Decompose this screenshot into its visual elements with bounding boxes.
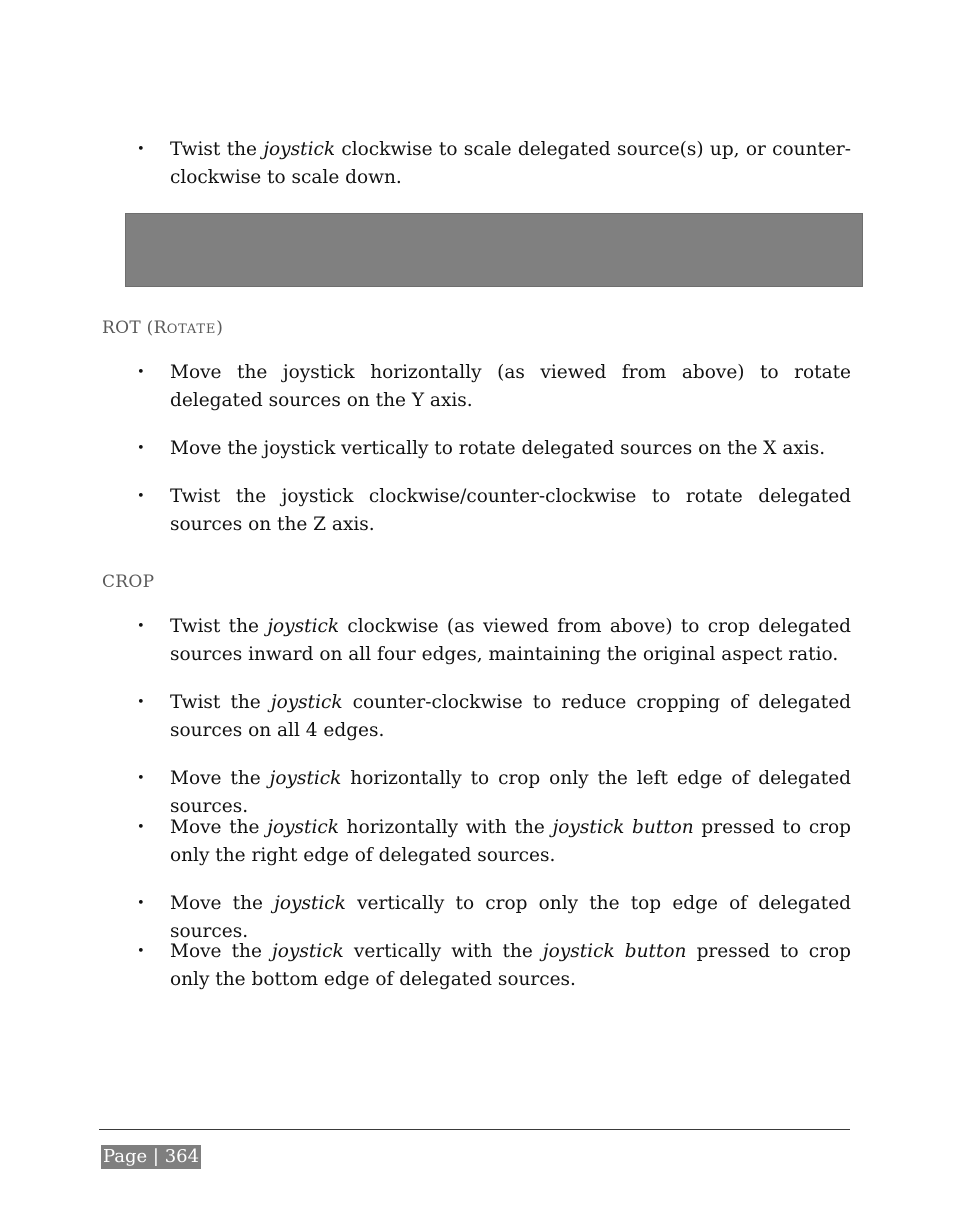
text-segment: horizontally to crop only the left edge of delegated sources. [170, 768, 851, 817]
text-segment: vertically with the [343, 941, 543, 962]
bullet-dot: • [137, 142, 145, 157]
text-segment: counter-clockwise to reduce cropping of delegated sources on all 4 edges. [170, 692, 851, 741]
text-segment: horizontally with the [338, 817, 553, 838]
text-segment: Twist the [170, 139, 264, 160]
text-segment-italic: joystick button [552, 817, 694, 838]
bullet-dot: • [137, 619, 145, 634]
text-segment-italic: joystick [270, 692, 343, 713]
text-segment: Move the [170, 817, 268, 838]
text-segment: Move the [170, 941, 273, 962]
crop-bullet-4 [170, 814, 851, 870]
text-segment-italic: joystick [269, 768, 342, 789]
bullet-dot: • [137, 695, 145, 710]
heading-smallcaps-text: OTATE [166, 322, 217, 337]
text-segment-italic: joystick button [542, 941, 687, 962]
text-segment: Move the [170, 768, 270, 789]
rot-bullet-2 [170, 435, 851, 463]
text-segment: Twist the joystick clockwise/counter-clockwise to rotate delegated sources on the Z axis. [170, 486, 851, 535]
text-segment: pressed to crop only the bottom edge of delegated sources. [170, 941, 851, 990]
intro-bullet-text [170, 136, 851, 192]
bullet-dot: • [137, 365, 145, 380]
bullet-dot: • [137, 944, 145, 959]
text-segment: pressed to crop only the right edge of delegated sources. [170, 817, 851, 866]
bullet-dot: • [137, 771, 145, 786]
section-heading-crop: CROP [102, 572, 155, 592]
text-segment: Twist the [170, 692, 271, 713]
footer-divider [99, 1129, 850, 1130]
text-segment: clockwise (as viewed from above) to crop delegated sources inward on all four edges, maintaining the original aspect ratio. [170, 616, 852, 665]
text-segment-italic: joystick [274, 893, 346, 914]
text-segment: Move the joystick vertically to rotate delegated sources on the X axis. [170, 438, 826, 459]
text-segment-italic: joystick [272, 941, 344, 962]
gray-banner [125, 213, 863, 287]
text-segment-italic: joystick [267, 817, 339, 838]
crop-bullet-2 [170, 689, 851, 745]
text-segment: Twist the [170, 616, 268, 637]
rot-bullet-3 [170, 483, 851, 539]
bullet-dot: • [137, 441, 145, 456]
text-segment-italic: joystick [263, 139, 336, 160]
rot-bullet-1 [170, 359, 851, 415]
text-segment: clockwise to scale delegated source(s) up, or counter-clockwise to scale down. [170, 139, 851, 188]
heading-text: ROT (R [102, 318, 167, 338]
text-segment: Move the [170, 893, 275, 914]
crop-bullet-3 [170, 765, 851, 821]
bullet-dot: • [137, 820, 145, 835]
bullet-dot: • [137, 896, 145, 911]
page-number-label: Page | 364 [103, 1146, 200, 1167]
crop-bullet-6 [170, 938, 851, 994]
text-segment: vertically to crop only the top edge of delegated sources. [170, 893, 851, 942]
heading-text: ) [216, 318, 224, 338]
bullet-dot: • [137, 489, 145, 504]
text-segment-italic: joystick [267, 616, 340, 637]
section-heading-rot [102, 318, 223, 338]
text-segment: Move the joystick horizontally (as viewed from above) to rotate delegated sources on the Y axis. [170, 362, 851, 411]
crop-bullet-1 [170, 613, 851, 669]
